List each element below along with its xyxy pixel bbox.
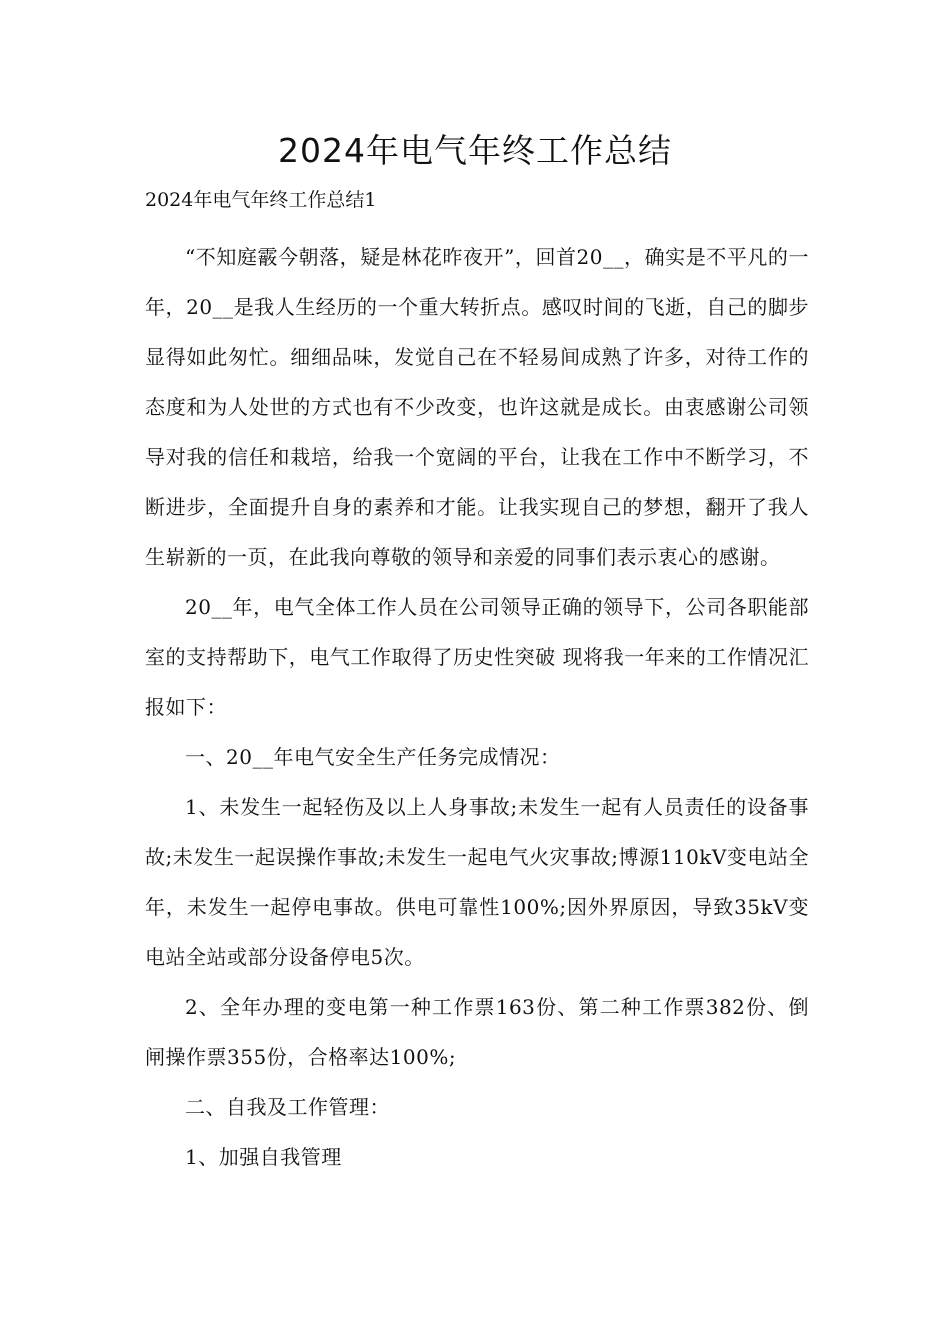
document-body <box>145 232 809 1182</box>
section-heading-safety: 一、20__年电气安全生产任务完成情况： <box>185 745 561 769</box>
document-title: 2024年电气年终工作总结 <box>278 131 672 170</box>
document-subtitle: 2024年电气年终工作总结1 <box>145 189 377 211</box>
section-heading-management: 二、自我及工作管理： <box>185 1095 390 1119</box>
paragraph-safety-item-2: 2、全年办理的变电第一种工作票163份、第二种工作票382份、倒闸操作票355份，合格率达100%; <box>145 995 809 1069</box>
paragraph-safety-item-1: 1、未发生一起轻伤及以上人身事故;未发生一起有人员责任的设备事故;未发生一起误操作事故;未发生一起电气火灾事故;博源110kV变电站全年，未发生一起停电事故。供电可靠性100%;因外界原因，导致35kV变电站全站或部分设备停电5次。 <box>145 795 809 969</box>
paragraph-management-item-1: 1、加强自我管理 <box>185 1145 342 1169</box>
paragraph-overview: 20__年，电气全体工作人员在公司领导正确的领导下，公司各职能部室的支持帮助下，电气工作取得了历史性突破 现将我一年来的工作情况汇报如下： <box>145 595 809 719</box>
paragraph-intro: “不知庭霰今朝落，疑是林花昨夜开”，回首20__，确实是不平凡的一年，20__是我人生经历的一个重大转折点。感叹时间的飞逝，自己的脚步显得如此匆忙。细细品味，发觉自己在不轻易间成熟了许多，对待工作的态度和为人处世的方式也有不少改变，也许这就是成长。由衷感谢公司领导对我的信任和栽培，给我一个宽阔的平台，让我在工作中不断学习，不断进步，全面提升自身的素养和才能。让我实现自己的梦想，翻开了我人生崭新的一页，在此我向尊敬的领导和亲爱的同事们表示衷心的感谢。 <box>145 245 809 569</box>
